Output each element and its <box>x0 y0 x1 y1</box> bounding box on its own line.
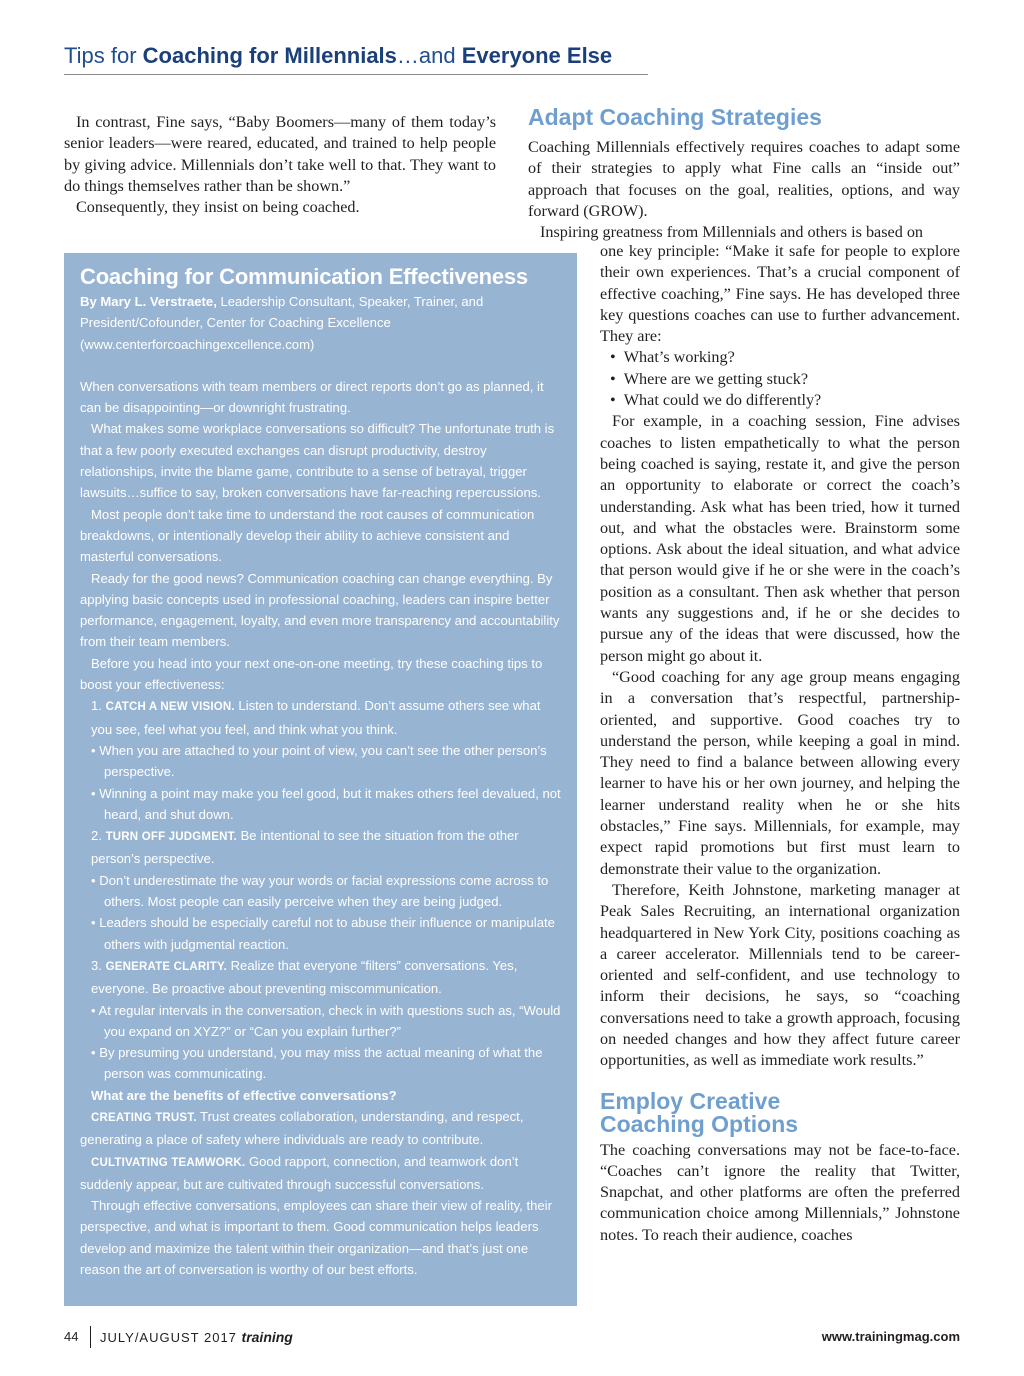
sidebar-byline: By Mary L. Verstraete, Leadership Consultant, Speaker, Trainer, and President/Cofounder, Center for Coaching Excellence (www.centerforcoachingexcellence.com) <box>80 294 484 352</box>
tip-heading: 2. TURN OFF JUDGMENT. Be intentional to see the situation from the other person’s perspective. <box>91 828 519 867</box>
list-item: • Where are we getting stuck? <box>610 369 809 388</box>
footer-url[interactable]: www.trainingmag.com <box>821 1329 960 1344</box>
footer-brand: training <box>241 1329 293 1345</box>
key-questions-list <box>600 347 960 411</box>
right-paragraph-3: For example, in a coaching session, Fine advises coaches to listen empathetically to what the person being coached is saying, restate it, and give the person an opportunity to elaborate or correct the coach’s understanding. Ask what has been tried, how it turned out, and what the obstacles were. Brainstorm some options. Ask about the ideal situation, and what advice that person would give if he or she were in the coach’s position as a consultant. Then ask whether that person wants any suggestions and, if he or she decides to pursue any of the ideas that were discussed, how the person might go about it. <box>600 412 960 665</box>
benefit-teamwork: CULTIVATING TEAMWORK. Good rapport, connection, and teamwork don’t suddenly appear, but are cultivated through successful conversations. <box>80 1153 519 1192</box>
tip-heading: 3. GENERATE CLARITY. Realize that everyone “filters” conversations. Yes, everyone. Be proactive about preventing miscommunication. <box>91 957 518 997</box>
left-paragraph-2: Consequently, they insist on being coached. <box>76 198 360 217</box>
tip-bullet: • Don’t underestimate the way your words or facial expressions come across to others. Most people can easily perceive when they are being judged. <box>91 872 549 910</box>
left-paragraph-1: In contrast, Fine says, “Baby Boomers—many of them today’s senior leaders—were reared, educated, and trained to help people by giving advice. Millennials don’t take well to that. They want to do things themselves rather than be shown.” <box>64 113 496 195</box>
tip-3 <box>80 955 561 1085</box>
right-paragraph-6: The coaching conversations may not be face-to-face. “Coaches can’t ignore the reality that Twitter, Snapchat, and other platforms are often the preferred communication choice among Millennials,” Johnstone notes. To reach their audience, coaches <box>600 1140 960 1244</box>
right-paragraph-1: Coaching Millennials effectively requires coaches to adapt some of their strategies to apply what Fine calls an “inside out” approach that focuses on the goal, realities, options, and way forward (GROW). <box>528 138 960 220</box>
section-heading-adapt: Adapt Coaching Strategies <box>528 104 822 130</box>
tip-2 <box>80 825 561 955</box>
right-paragraph-4: “Good coaching for any age group means engaging in a conversation that’s respectful, partnership-oriented, and supportive. Good coaches try to understand the person, while keeping a goal in mind. They need to find a balance between allowing every learner to have his or her own journey, and helping the learner understand reality when he or she hits obstacles,” Fine says. Millennials, for example, may expect rapid promotions but first must learn to demonstrate their value to the organization. <box>600 667 960 878</box>
footer-divider <box>90 1326 91 1348</box>
right-paragraph-5: Therefore, Keith Johnstone, marketing manager at Peak Sales Recruiting, an international organization headquartered in New York City, positions coaching as a career accelerator. Millennials tend to be career-oriented and self-confident, and use technology to inform their decisions, he says, so “coaching conversations need to take a growth approach, focusing on needed changes and how they affect future career opportunities, as well as immediate work results.” <box>600 880 960 1070</box>
running-header <box>64 42 648 75</box>
right-paragraph-2-start: Inspiring greatness from Millennials and others is based on <box>540 223 924 242</box>
sidebar-paragraph-1: When conversations with team members or direct reports don’t go as planned, it can be disappointing—or downright frustrating. <box>80 378 544 416</box>
section-heading-employ: Employ Creative Coaching Options <box>600 1087 799 1137</box>
tip-bullet: • Winning a point may make you feel good, but it makes others feel devalued, not heard, and shut down. <box>91 785 561 822</box>
sidebar-title: Coaching for Communication Effectiveness <box>80 264 528 289</box>
sidebar-box <box>64 253 577 1306</box>
sidebar-paragraph-5: Before you head into your next one-on-one meeting, try these coaching tips to boost your effectiveness: <box>80 655 543 693</box>
page-number: 44 <box>64 1329 79 1344</box>
sidebar-paragraph-4: Ready for the good news? Communication coaching can change everything. By applying basic concepts used in professional coaching, leaders can inspire better performance, engagement, loyalty, and even more transparency and accountability from their team members. <box>80 570 560 650</box>
sidebar-paragraph-3: Most people don’t take time to understand the root causes of communication breakdowns, or intentionally develop their ability to achieve consistent and masterful conversations. <box>80 506 535 565</box>
right-column-wrap <box>600 241 960 1246</box>
right-paragraph-2-rest: one key principle: “Make it safe for people to explore their own experiences. That’s a crucial component of effective coaching,” Fine says. He has developed three key questions coaches can use to further advancement. They are: <box>600 242 960 346</box>
footer-issue: JULY/AUGUST 2017 training <box>100 1329 293 1345</box>
list-item: • What could we do differently? <box>610 391 822 410</box>
tip-heading: 1. CATCH A NEW VISION. Listen to understand. Don’t assume others see what you see, feel what you feel, and think what you think. <box>91 698 541 737</box>
tip-bullet: • At regular intervals in the conversation, check in with questions such as, “Would you expand on XYZ?” or “Can you explain further?” <box>91 1002 561 1039</box>
tip-bullet: • When you are attached to your point of view, you can’t see the other person’s perspective. <box>91 742 547 780</box>
left-column-intro <box>64 112 496 218</box>
benefits-heading: What are the benefits of effective conversations? <box>91 1087 397 1103</box>
tip-bullet: • By presuming you understand, you may miss the actual meaning of what the person was communicating. <box>91 1045 543 1082</box>
tip-bullet: • Leaders should be especially careful not to abuse their influence or manipulate others with judgmental reaction. <box>91 915 555 952</box>
benefit-trust: CREATING TRUST. Trust creates collaboration, understanding, and respect, generating a place of safety where individuals are ready to contribute. <box>80 1108 524 1148</box>
sidebar-closing: Through effective conversations, employees can share their view of reality, their perspective, and what is important to them. Good communication helps leaders develop and maximize the talent within their organization—and that’s just one reason the art of conversation is worthy of our best efforts. <box>80 1198 552 1278</box>
right-column-top <box>528 106 960 243</box>
sidebar-paragraph-2: What makes some workplace conversations so difficult? The unfortunate truth is that a few poorly executed exchanges can disrupt productivity, destroy relationships, invite the blame game, contribute to a sense of betrayal, trigger lawsuits…suffice to say, broken conversations have far-reaching repercussions. <box>80 421 555 501</box>
page-footer <box>64 1326 960 1350</box>
header-title: Tips for Coaching for Millennials…and Everyone Else <box>64 43 613 68</box>
list-item: • What’s working? <box>610 348 735 367</box>
tip-1 <box>80 695 561 825</box>
